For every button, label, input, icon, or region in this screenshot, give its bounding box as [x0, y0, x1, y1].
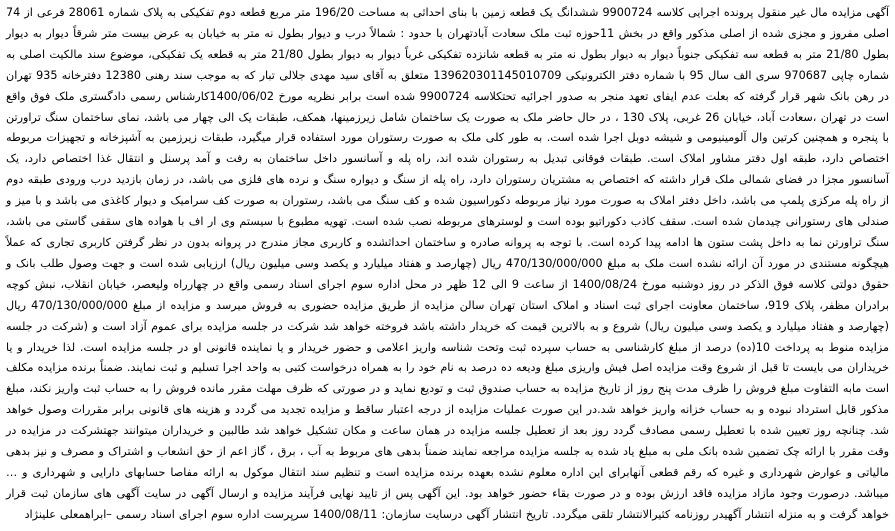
auction-notice-text: آگهی مزایده مال غیر منقول پرونده اجرایی کلاسه 9900724 ششدانگ یک قطعه زمین با بنای احداثی به مساحت 196/20 متر مربع قطعه دوم تفکیکی به پلاک شماره 28061 فرعی از 74 اصلی مفروز و مجزی شده از اصلی مذکور واقع در بخش 11حوزه ثبت ملک سعادت آبادتهران با حدود : شمالاً درب و دیوار بطول نه متر به خیابان به عرض بیست متر شرقاً دیوار به دیوار بطول 21/80 متر به قطعه سه تفکیکی جنوباً دیوار به دیوار بطول نه متر به قطعه شانزده تفکیکی غرباً دیوار به دیوار بطول 21/80 متر به قطعه یک تفکیکی، موضوع سند مالکیت اصلی به شماره چاپی 970687 سری الف سال 95 با شماره دفتر الکترونیکی 139620301145010709 متعلق به آقای سید مهدی جلالی تبار که به موجب سند رهنی 12380 دفترخانه 935 تهران در رهن بانک شهر قرار گرفته که بعلت عدم ایفای تعهد منجر به صدور اجرائیه تحتکلاسه 9900724 شده است برابر نظریه مورخ 1400/06/02کارشناس رسمی دادگستری ملک فوق واقع است در تهران ،سعادت آباد، خیابان 26 غربی، پلاک 130 ، در حال حاضر ملک به صورت یک ساختمان شامل زیرزمینها، همکف، طبقات یک الی چهار می باشد، نمای ساختمان سنگ تراورتن با پنجره و همچنین کرتین وال آلومینیومی و شیشه دوبل اجرا شده است. به طور کلی ملک به صورت رستوران مورد استفاده قرار میگیرد، طبقات زیرزمین به آشپزخانه و تجهیزات مربوطه اختصاص دارد، طبقه اول دفتر مشاور املاک است. طبقات فوقانی تبدیل به رستوران شده اند، راه پله و آسانسور داخل ساختمان به رفت و آمد پرسنل و انتقال غذا اختصاص دارد، یک آسانسور مجزا در فضای شمالی ملک قرار داشته که اختصاص به مشتریان رستوران دارد، راه پله از سنگ و دیواره سنگ و نرده های فلزی می باشد، در زمان بازدید درب ورودی طبقه دوم از راه پله مرکزی پلمپ می باشد، داخل دفتر املاک به صورت مورد نیاز مربوطه دکوراسیون شده و کف سنگ می باشد، رستوران به صورت کف سرامیک و دیوار کاغذی می باشد و با میز و صندلی های رستورانی چیدمان شده است. سقف کاذب دکوراتیو بوده است و لوسترهای مربوطه نصب شده است. تهویه مطبوع با سیستم وی ار اف با هواده های سقفی گاستی می باشد، سنگ تراورتن نما به داخل پشت ستون ها ادامه پیدا کرده است. با توجه به پروانه صادره و ساختمان احداثشده و کاربری مجاز مندرج در پروانه بدون در نظر گرفتن کاربری تجاری که عملاً هیچگونه مستندی در مورد آن ارائه نشده است ملک به مبلغ 470/130/000/000 ریال (چهارصد و هفتاد میلیارد و یکصد وسی میلیون ریال) ارزیابی شده است و جهت وصول طلب بانک و حقوق دولتی کلاسه فوق الذکر در روز دوشنبه مورخ 1400/08/24 از ساعت 9 الی 12 ظهر در محل اداره سوم اجرای اسناد رسمی واقع در چهارراه ولیعصر، خیابان انقلاب، نبش کوچه برادران مظفر، پلاک 919، ساختمان معاونت اجرای ثبت اسناد و املاک استان تهران سالن مزایده از طریق مزایده حضوری به فروش میرسد و مزایده از مبلغ 470/130/000/000 ریال (چهارصد و هفتاد میلیارد و یکصد وسی میلیون ریال) شروع و به بالاترین قیمت که خریدار داشته باشد فروخته خواهد شد شرکت در جلسه مزایده برای عموم آزاد است و (شرکت در جلسه مزایده منوط به پرداخت 10(ده) درصد از مبلغ کارشناسی به حساب سپرده ثبت وتحت شناسه واریز اعلامی و حضور خریدار و یا نماینده قانونی او در جلسه مزایده است. لذا خریدار و یا خریداران می بایست تا قبل از شروع وقت مزایده اصل فیش واریزی مبلغ ودیعه ده درصد به نام خود را به همراه درخواست کتبی به واحد اجرا تسلیم و ثبت نمایند. ضمناً برنده مزایده مکلف است مابه التفاوت مبلغ فروش را ظرف مدت پنج روز از تاریخ مزایده به حساب صندوق ثبت و تودیع نماید و در صورتی که ظرف مهلت مقرر مانده فروش را به حساب ثبت واریز نکند، مبلغ مذکور قابل استرداد نبوده و به حساب خزانه واریز خواهد شد.در این صورت عملیات مزایده از درجه اعتبار ساقط و مزایده تجدید می گردد و هزینه های قانونی برابر مقررات وصول خواهد شد. چنانچه روز تعیین شده با تعطیل رسمی مصادف گردد روز بعد از تعطیل جلسه مزایده در همان ساعت و مکان تشکیل خواهد شد طالبین و خریداران میتوانند جهتشرکت در مزایده در وقت مقرر با ارائه چک تضمین شده بانک ملی به مبلغ یاد شده به جلسه مزایده مراجعه نمایند ضمناً بدهی های مربوط به آب ، برق ، گاز اعم از حق انشعاب و اشتراک و مصرف و نیز بدهی مالیاتی و عوارض شهرداری و غیره که رقم قطعی آنهابرای این اداره معلوم نشده بعهده برنده مزایده است و تنظیم سند انتقال موکول به ارائه مفاصا حسابهای دارایی و شهرداری و … میباشد. درصورت وجود مازاد مزایده فاقد ارزش بوده و در صورت بقاء حضور خواهد بود. این آگهی پس از تایید نهایی فرآیند مزایده و ارسال آگهی در سایت آگهی های سازمان ثبت قرار خواهد گرفت و به منزله انتشار آگهیدر روزنامه کثیرالانتشار تلقی میگردد. تاریخ انتشار آگهی درسایت سازمان: 1400/08/11 سرپرست اداره سوم اجرای اسناد رسمی –ابراهمعلی علینژاد: [6, 6, 890, 521]
